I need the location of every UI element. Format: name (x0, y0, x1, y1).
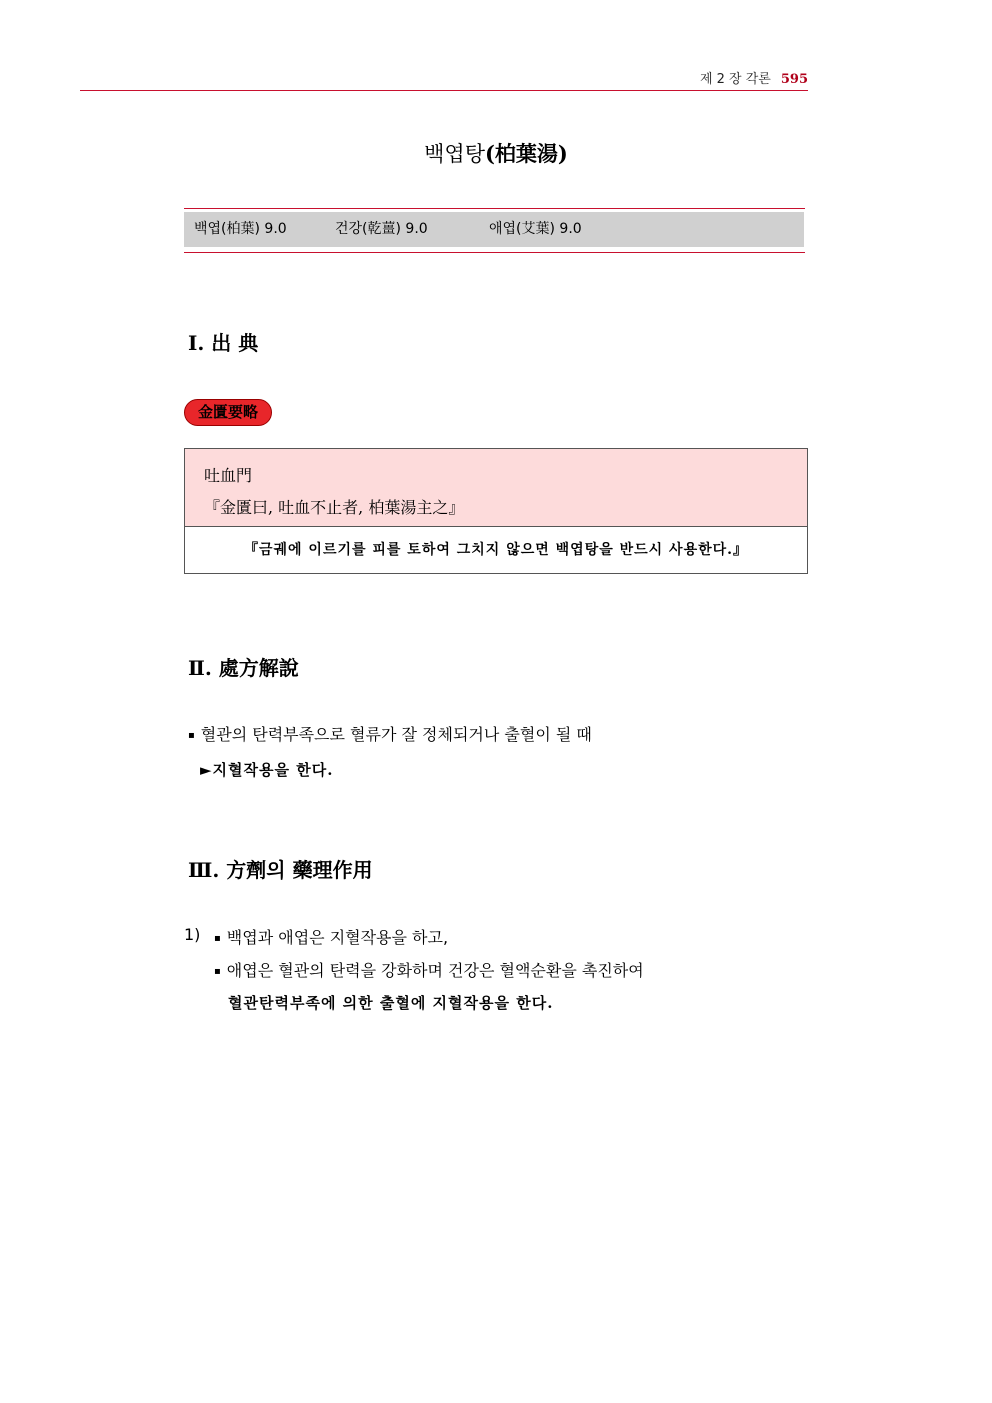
pharmacology-line (214, 958, 644, 981)
chapter-label: 제 2 장 각론 (699, 72, 771, 87)
ingredients-box (184, 212, 804, 247)
section-heading-explanation: Ⅱ. 處方解說 (188, 656, 299, 680)
pharmacology-number: 1) (184, 925, 201, 944)
quote-original (185, 449, 807, 527)
quote-translation: 『금궤에 이르기를 피를 토하여 그치지 않으면 백엽탕을 반드시 사용한다.』 (243, 542, 749, 558)
pharmacology-text-1: 백엽과 애엽은 지혈작용을 하고, (226, 928, 449, 947)
explanation-result: ►지혈작용을 한다. (200, 761, 334, 779)
page-number: 595 (780, 72, 808, 87)
title-hangul: 백엽탕 (424, 142, 485, 166)
ingredients-top-rule (184, 208, 805, 209)
section-heading-source: Ⅰ. 出 典 (188, 331, 259, 355)
explanation-text: 혈관의 탄력부족으로 혈류가 잘 정체되거나 출혈이 될 때 (200, 725, 592, 744)
explanation-line (188, 722, 592, 745)
bullet-icon: ▪ (188, 730, 195, 741)
ingredient-item: 백엽(柏葉) 9.0 (194, 221, 287, 237)
section-heading-pharmacology: Ⅲ. 方劑의 藥理作用 (188, 858, 373, 882)
bullet-icon: ▪ (214, 966, 221, 977)
title-hanja: (柏葉湯) (484, 141, 568, 166)
page-title (0, 138, 992, 168)
ingredient-item: 건강(乾薑) 9.0 (335, 221, 428, 237)
bullet-icon: ▪ (214, 933, 221, 944)
pharmacology-text-2: 애엽은 혈관의 탄력을 강화하며 건강은 혈액순환을 촉진하여 (226, 961, 644, 980)
pharmacology-result: 혈관탄력부족에 의한 출혈에 지혈작용을 한다. (228, 994, 554, 1012)
running-header (700, 68, 808, 87)
source-badge: 金匱要略 (184, 399, 272, 426)
quote-text: 『金匱曰, 吐血不止者, 柏葉湯主之』 (204, 498, 465, 517)
pharmacology-line (214, 925, 448, 948)
quote-chapter: 吐血門 (204, 466, 253, 485)
ingredients-bottom-rule (184, 252, 805, 253)
ingredient-item: 애엽(艾葉) 9.0 (489, 221, 582, 237)
header-rule (80, 90, 808, 91)
quote-box (184, 448, 808, 574)
